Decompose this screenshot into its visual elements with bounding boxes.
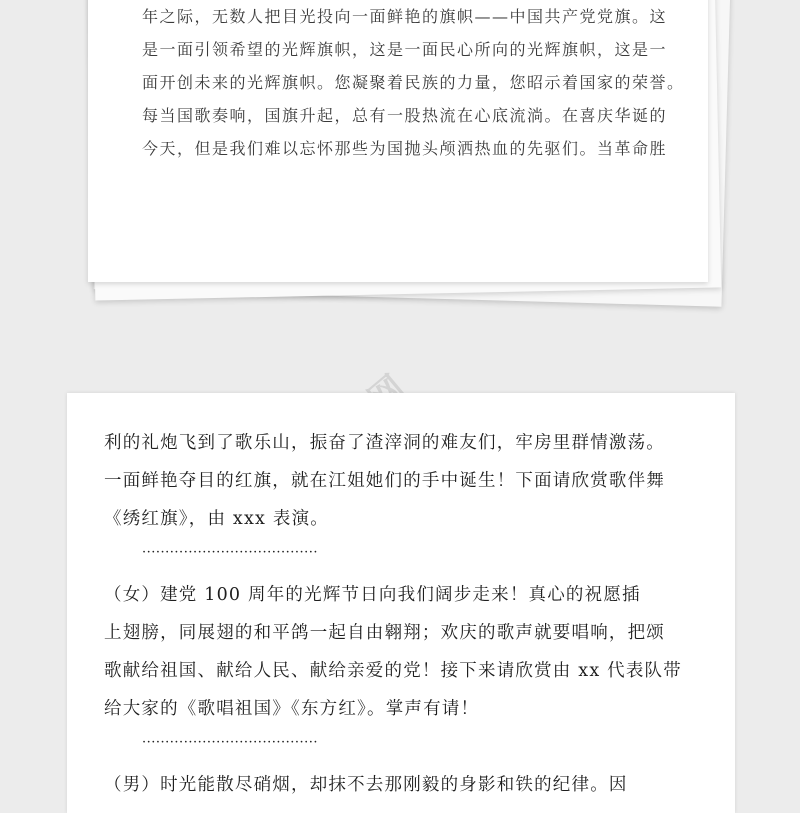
- text-line: 利的礼炮飞到了歌乐山，振奋了渣滓洞的难友们，牢房里群情激荡。: [104, 433, 665, 453]
- dotted-separator: ······································: [142, 735, 319, 750]
- text-line: 歌献给祖国、献给人民、献给亲爱的党！接下来请欣赏由 xx 代表队带: [104, 661, 682, 681]
- text-line: 一面鲜艳夺目的红旗，就在江姐她们的手中诞生！下面请欣赏歌伴舞: [104, 471, 665, 491]
- text-line: 上翅膀，同展翅的和平鸽一起自由翱翔；欢庆的歌声就要唱响，把颂: [104, 623, 665, 643]
- text-line: （女）建党 100 周年的光辉节日向我们阔步走来！真心的祝愿插: [104, 585, 641, 605]
- text-line: 每当国歌奏响，国旗升起，总有一股热流在心底流淌。在喜庆华诞的: [142, 106, 668, 125]
- top-card-text: [142, 0, 685, 165]
- text-line: 是一面引领希望的光辉旗帜，这是一面民心所向的光辉旗帜，这是一: [142, 40, 668, 59]
- page-body: [104, 424, 704, 804]
- document-page: [67, 393, 735, 813]
- text-line: 今天，但是我们难以忘怀那些为国抛头颅洒热血的先驱们。当革命胜: [142, 139, 668, 158]
- text-line: 给大家的《歌唱祖国》《东方红》。掌声有请！: [104, 699, 480, 719]
- paper-sheet-top: [88, 0, 708, 282]
- text-line: 年之际，无数人把目光投向一面鲜艳的旗帜——中国共产党党旗。这: [142, 7, 668, 26]
- text-line: 《绣红旗》，由 xxx 表演。: [104, 509, 329, 529]
- dotted-separator: ······································: [142, 545, 319, 560]
- text-line: 面开创未来的光辉旗帜。您凝聚着民族的力量，您昭示着国家的荣誉。: [142, 73, 685, 92]
- text-line: （男）时光能散尽硝烟，却抹不去那刚毅的身影和铁的纪律。因: [104, 775, 628, 795]
